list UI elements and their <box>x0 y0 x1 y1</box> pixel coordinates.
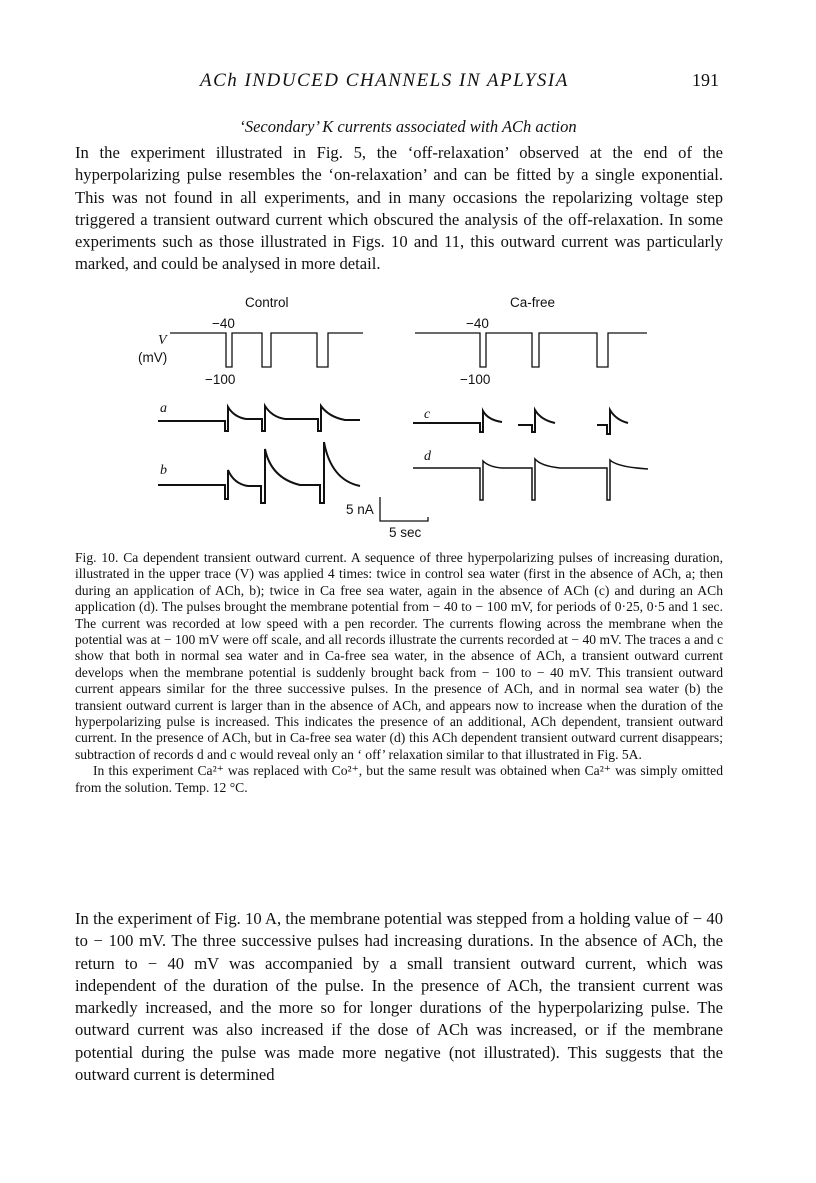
trace-label-a: a <box>160 401 167 416</box>
current-trace-d <box>413 459 648 500</box>
v-unit-label: (mV) <box>138 350 168 365</box>
holding-label-control: −40 <box>212 316 235 331</box>
caption-note: In this experiment Ca²⁺ was replaced with Co²⁺, but the same result was obtained when Ca²⁺ was simply omitted from the solution. Temp. 12 °C. <box>75 763 723 795</box>
step-label-control: −100 <box>205 372 236 387</box>
trace-label-d: d <box>424 449 431 464</box>
trace-label-c: c <box>424 407 431 422</box>
page-number: 191 <box>692 70 719 90</box>
figure-10-plot <box>138 292 660 542</box>
step-label-cafree: −100 <box>460 372 491 387</box>
panel-label-control: Control <box>245 295 289 310</box>
running-head <box>0 70 816 94</box>
running-title: ACh INDUCED CHANNELS IN APLYSIA <box>200 70 569 91</box>
section-heading: ‘Secondary’ K currents associated with ACh action <box>239 117 577 136</box>
current-trace-c <box>413 410 628 434</box>
current-trace-a <box>158 406 360 431</box>
holding-label-cafree: −40 <box>466 316 489 331</box>
body-paragraph-2: In the experiment of Fig. 10 A, the membrane potential was stepped from a holding value of − 40 to − 100 mV. The three successive pulses had increasing durations. In the absence of ACh, the return to − 40 mV was accompanied by a small transient outward current, which was independent of the duration of the pulse. In the presence of ACh, the transient current was markedly increased, and the more so for longer durations of the hyperpolarizing pulse. The outward current was also increased if the dose of ACh was increased, or if the membrane potential during the pulse was made more negative (not illustrated). This suggests that the outward current is determined <box>75 909 723 1085</box>
scale-bar <box>380 497 428 521</box>
body-paragraph-1: In the experiment illustrated in Fig. 5, the ‘off-relaxation’ observed at the end of the hyperpolarizing pulse resembles the ‘on-relaxation’ and can be fitted by a single exponential. This was not found in all experiments, and in many occasions the repolarizing voltage step triggered a transient outward current which obscured the analysis of the off-relaxation. In some experiments such as those illustrated in Figs. 10 and 11, this outward current was particularly marked, and could be analysed in more detail. <box>75 143 723 274</box>
v-axis-label: V <box>158 333 167 348</box>
current-trace-b <box>158 442 360 503</box>
panel-label-cafree: Ca-free <box>510 295 556 310</box>
scale-label-current: 5 nA <box>346 502 374 517</box>
voltage-trace-control <box>170 333 363 367</box>
scale-label-time: 5 sec <box>389 525 422 540</box>
voltage-trace-cafree <box>415 333 647 367</box>
figure-caption <box>75 550 723 796</box>
trace-label-b: b <box>160 463 167 478</box>
caption-main: Fig. 10. Ca dependent transient outward current. A sequence of three hyperpolarizing pulses of increasing duration, illustrated in the upper trace (V) was applied 4 times: twice in control sea water (first in the absence of ACh, a; then during an application of ACh, b); twice in Ca free sea water, again in the absence of ACh (c) and during an ACh application (d). The pulses brought the membrane potential from − 40 to − 100 mV, for periods of 0·25, 0·5 and 1 sec. The current was recorded at low speed with a pen recorder. The currents flowing across the membrane when the potential was at − 100 mV were off scale, and all records illustrate the currents recorded at − 40 mV. The traces a and c show that both in normal sea water and in Ca-free sea water, in the absence of ACh, a transient outward current develops when the membrane potential is suddenly brought back from − 100 to − 40 mV. This transient outward current appears similar for the three successive pulses. In the presence of ACh, and in normal sea water (b) the transient outward current is larger than in the absence of ACh, and appears now to increase when the duration of the hyperpolarizing pulse is increased. This indicates the presence of an additional, ACh dependent, transient outward current. In the presence of ACh, but in Ca-free sea water (d) this ACh dependent transient outward current disappears; subtraction of records d and c would reveal only an ‘ off’ relaxation similar to that illustrated in Fig. 5A. <box>75 550 723 762</box>
figure-10 <box>138 292 660 542</box>
